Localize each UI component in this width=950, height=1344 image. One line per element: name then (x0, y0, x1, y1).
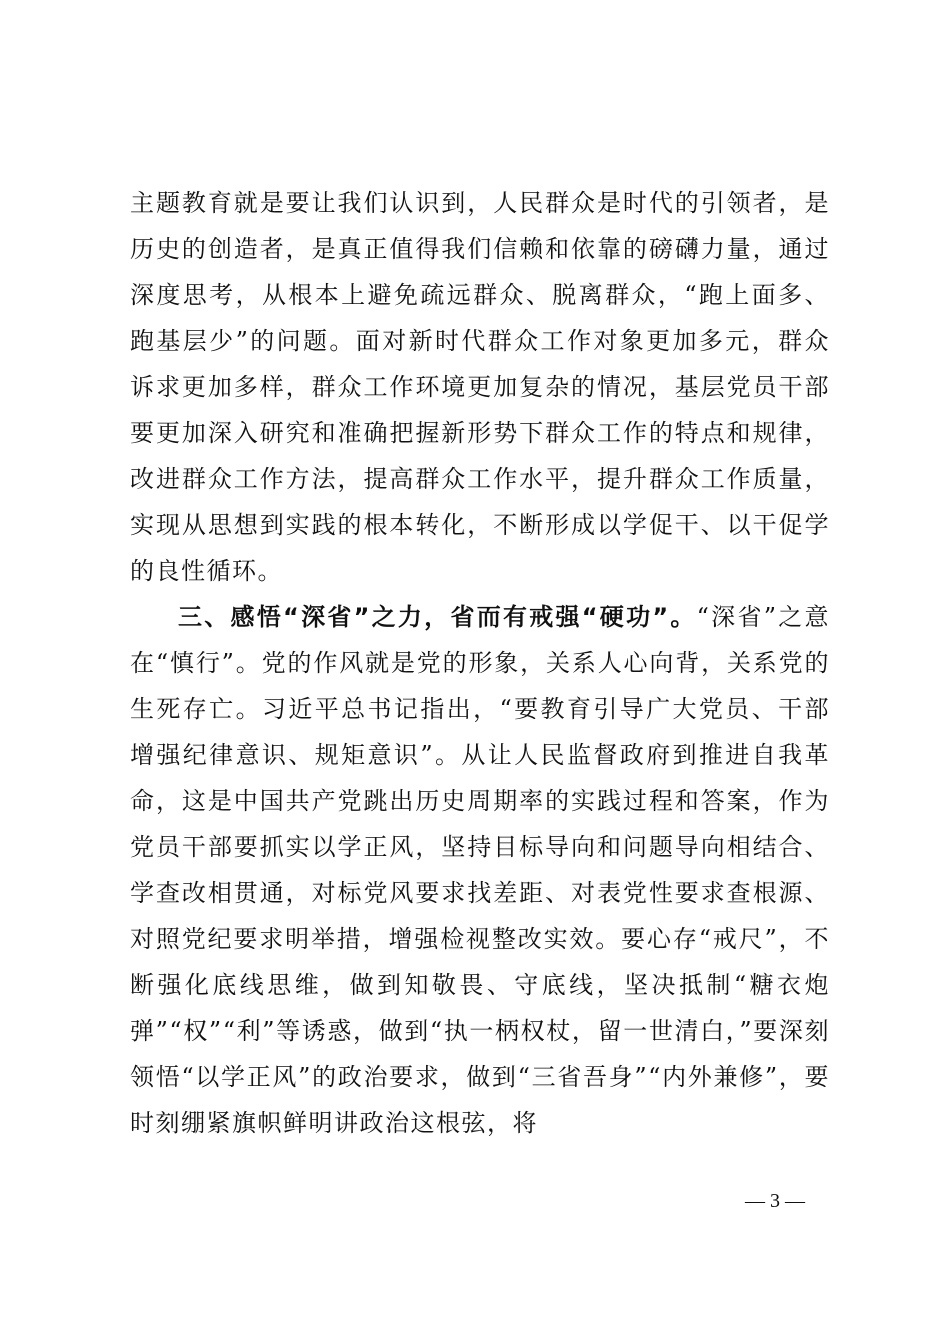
page-number: — 3 — (745, 1190, 805, 1212)
paragraph-text: 主题教育就是要让我们认识到，人民群众是时代的引领者，是历史的创造者，是真正值得我们信赖和依靠的磅礴力量，通过深度思考，从根本上避免疏远群众、脱离群众，“跑上面多、跑基层少”的问题。面对新时代群众工作对象更加多元，群众诉求更加多样，群众工作环境更加复杂的情况，基层党员干部要更加深入研究和准确把握新形势下群众工作的特点和规律，改进群众工作方法，提高群众工作水平，提升群众工作质量，实现从思想到实践的根本转化，不断形成以学促干、以干促学的良性循环。 (130, 189, 830, 585)
paragraph-section-three (130, 594, 830, 1146)
paragraph-continuation (130, 180, 830, 594)
section-heading: 三、感悟“深省”之力，省而有戒强“硬功”。 (178, 603, 697, 631)
paragraph-text: “深省”之意在“慎行”。党的作风就是党的形象，关系人心向背，关系党的生死存亡。习近平总书记指出，“要教育引导广大党员、干部增强纪律意识、规矩意识”。从让人民监督政府到推进自我革命，这是中国共产党跳出历史周期率的实践过程和答案，作为党员干部要抓实以学正风，坚持目标导向和问题导向相结合、学查改相贯通，对标党风要求找差距、对表党性要求查根源、对照党纪要求明举措，增强检视整改实效。要心存“戒尺”，不断强化底线思维，做到知敬畏、守底线，坚决抵制“糖衣炮弹”“权”“利”等诱惑，做到“执一柄权杖，留一世清白，”要深刻领悟“以学正风”的政治要求，做到“三省吾身”“内外兼修”，要时刻绷紧旗帜鲜明讲政治这根弦，将 (130, 603, 830, 1137)
body-text (130, 180, 830, 1146)
